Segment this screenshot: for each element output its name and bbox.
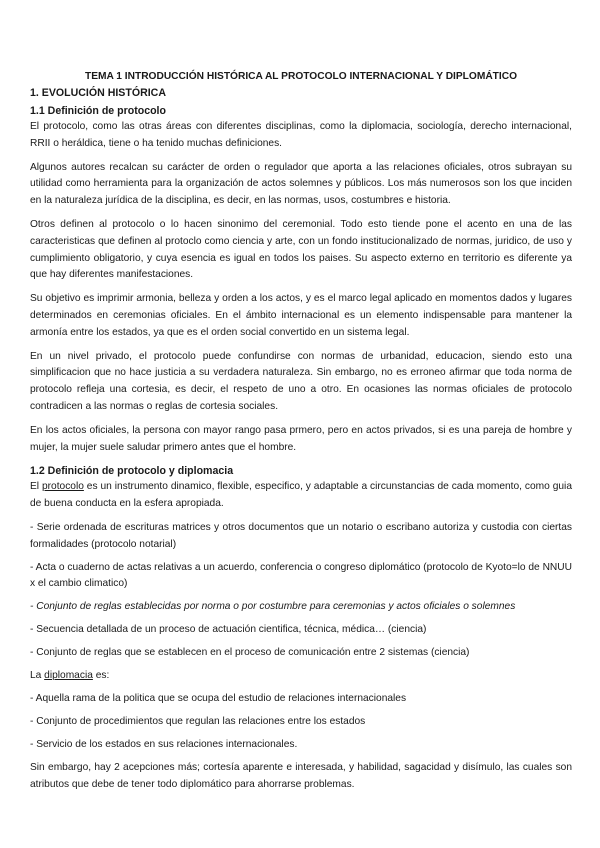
document-title: TEMA 1 INTRODUCCIÓN HISTÓRICA AL PROTOCOLO INTERNACIONAL Y DIPLOMÁTICO	[84, 71, 518, 82]
diplomacia-term: diplomacia	[44, 669, 93, 681]
paragraph: Otros definen al protocolo o lo hacen sinonimo del ceremonial. Todo esto tiende pone el acento en una de las caracteristicas que definen al protoclo como ciencia y arte, con un fondo institucionalizado de normas, juridico, de uso y cumplimiento obligatorio, y cuya esencia es igual en todos los paises. Su aspecto externo en territorio es diferente ya que hay diferentes manifestaciones.	[30, 218, 572, 281]
diplomacia-prefix: La	[30, 669, 45, 681]
list-item: - Servicio de los estados en sus relaciones internacionales.	[30, 738, 298, 750]
list-item: - Acta o cuaderno de actas relativas a un acuerdo, conferencia o congreso diplomático (protocolo de Kyoto=lo de NNUU x el cambio climatico)	[30, 561, 572, 590]
closing-paragraph: Sin embargo, hay 2 acepciones más; cortesía aparente e interesada, y habilidad, sagacidad y disímulo, las cuales son atributos que debe de tener todo diplomático para ahorrarse problemas.	[30, 761, 572, 790]
diplomacia-definition	[30, 668, 572, 685]
subsection-heading-definicion-protocolo: 1.1 Definición de protocolo	[30, 105, 166, 117]
protocolo-prefix: El	[30, 481, 42, 493]
protocolo-rest: es un instrumento dinamico, flexible, especifico, y adaptable a circunstancias de cada momento, como guia de buena conducta en la esfera apropiada.	[30, 481, 572, 510]
document-page	[30, 70, 572, 800]
subsection-heading-protocolo-diplomacia: 1.2 Definición de protocolo y diplomacia	[30, 465, 234, 478]
list-item: - Conjunto de reglas que se establecen en el proceso de comunicación entre 2 sistemas (ciencia)	[30, 646, 470, 658]
paragraph: Su objetivo es imprimir armonia, belleza y orden a los actos, y es el marco legal aplicado en momentos dados y lugares determinados en ceremonias oficiales. En el ámbito internacional es un elemento indispensable para mantener la armonía entre los estados, ya que es el orden social convertido en un sistema legal.	[30, 293, 572, 338]
list-item: - Secuencia detallada de un proceso de actuación cientifica, técnica, médica… (ciencia)	[30, 623, 427, 635]
list-item: - Aquella rama de la politica que se ocupa del estudio de relaciones internacionales	[30, 693, 407, 705]
protocolo-term: protocolo	[41, 481, 84, 493]
paragraph: En un nivel privado, el protocolo puede confundirse con normas de urbanidad, educacion, siendo esto una simplificacion que no hace justicia a su verdadera naturaleza. Sin embargo, no es erroneo afirmar que toda norma de protocolo refleja una cortesia, es decir, el respeto de uno a otro. En ocasiones las normas oficiales de protocolo contradicen a las normas o reglas de cortesia sociales.	[30, 350, 572, 412]
list-item: - Conjunto de reglas establecidas por norma o por costumbre para ceremonias y actos oficiales o solemnes	[30, 601, 516, 613]
diplomacia-rest: es:	[92, 669, 110, 681]
paragraph: El protocolo, como las otras áreas con diferentes disciplinas, como la diplomacia, sociología, derecho internacional, RRII o heráldica, tiene o ha tenido muchas definiciones.	[30, 121, 572, 149]
list-item: - Serie ordenada de escrituras matrices y otros documentos que un notario o escribano autoriza y custodia con ciertas formalidades (protocolo notarial)	[30, 521, 572, 550]
paragraph: Algunos autores recalcan su carácter de orden o regulador que aporta a las relaciones oficiales, otros subrayan su utilidad como herramienta para la organización de actos solemnes y públicos. Los más numerosos son los que inciden en la naturaleza jurídica de la disciplina, es decir, en las normas, usos, costumbres e historia.	[30, 161, 572, 207]
paragraph: En los actos oficiales, la persona con mayor rango pasa prmero, pero en actos privados, si es una pareja de hombre y mujer, la mujer suele saludar primero antes que el hombre.	[30, 424, 572, 453]
section-heading-evolucion: 1. EVOLUCIÓN HISTÓRICA	[30, 87, 166, 99]
list-item: - Conjunto de procedimientos que regulan las relaciones entre los estados	[30, 716, 366, 728]
protocolo-definition	[30, 479, 572, 513]
